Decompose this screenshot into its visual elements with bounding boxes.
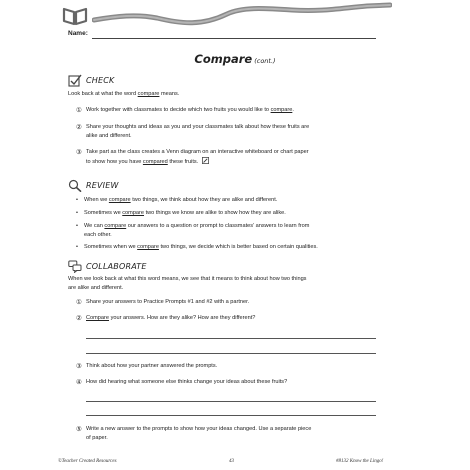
name-line [92,38,376,39]
open-book-icon [62,6,88,26]
name-field[interactable] [68,30,378,42]
chat-bubbles-icon [68,260,82,273]
writing-line[interactable] [86,415,376,416]
check-intro: Look back at what the word compare means. [68,91,180,97]
decorative-swoosh [92,2,392,32]
pencil-note-icon [202,157,209,164]
writing-line[interactable] [86,401,376,402]
name-label: Name: [68,30,88,37]
checkbox-icon [68,74,82,87]
check-title: CHECK [86,75,115,85]
title-sub: (cont.) [254,57,276,65]
worksheet-page: Name: Compare (cont.) CHECK Look back at what the word compare means. ① Work together with classmates to decide which two fruits you would like to compare. ② Share your thoughts and ideas as you and your classmates talk about how these fruits are alike and different. ③ Take part as the class creates a Venn diagram on an interactive whiteboard or chart paper to show how you have compared these fruits. REVIEW • When we compare two things, we think about how they are alike and different. • Sometimes we compare two things we know are alike to show how they are alike. • We can compare our answers to a question or prompt to classmates’ answers to learn from each other. • Sometimes when we compare two things, we decide which is better based on certain qualities. COLLABORATE When we look back at what this word means, we see that it means to think about how two things are alike and different. ① Share your answers to Practice Prompts #1 and #2 with a partner. ② Compare your answers. How are they alike? How are they different? ③ Think about how your partner answered the prompts. ④ How did hearing what someone else thinks change your ideas about these fruits? ⑤ Write a new answer to the prompts to show how your ideas changed. Use a separate piece of paper. ©Teacher Created Resources 43 #8132 Know the Lingo! [0,0,470,470]
review-heading [68,178,119,192]
collaborate-title: COLLABORATE [86,261,147,271]
item-number: ⑤ [76,426,82,433]
footer-page-number: 43 [229,459,234,464]
item-number: ② [76,315,82,322]
item-number: ③ [76,363,82,370]
footer-book-title: #8132 Know the Lingo! [336,459,384,464]
magnifier-icon [68,179,82,192]
check-heading [68,73,115,87]
collaborate-heading [68,259,147,273]
item-number: ④ [76,379,82,386]
footer-copyright: ©Teacher Created Resources [58,459,117,464]
item-number: ① [76,299,82,306]
item-number: ③ [76,149,82,156]
writing-line[interactable] [86,353,376,354]
writing-line[interactable] [86,338,376,339]
item-number: ② [76,124,82,131]
collaborate-intro: When we look back at what this word means, we see that it means to think about how two things are alike and different. [68,276,307,291]
review-title: REVIEW [86,180,119,190]
title-main: Compare [194,52,253,66]
page-title [0,50,470,68]
item-number: ① [76,107,82,114]
